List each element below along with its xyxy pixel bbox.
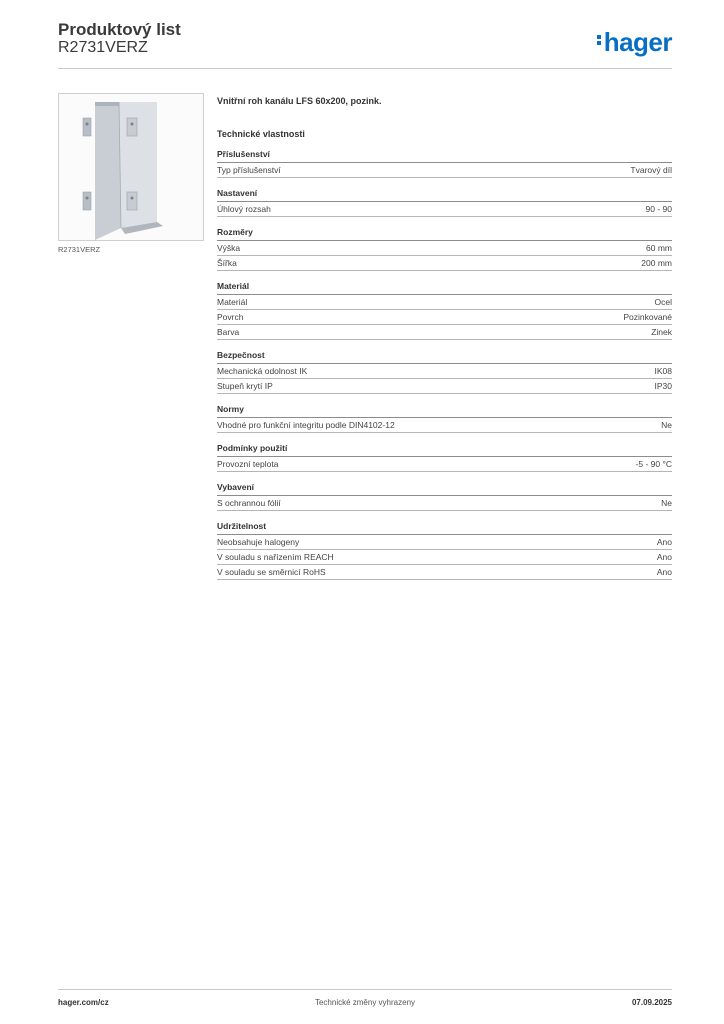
spec-row bbox=[217, 325, 672, 340]
spec-row bbox=[217, 202, 672, 217]
technical-properties-heading: Technické vlastnosti bbox=[217, 129, 305, 139]
spec-label: Materiál bbox=[217, 297, 248, 307]
spec-row bbox=[217, 163, 672, 178]
section-dimensions bbox=[217, 227, 672, 271]
spec-label: Šířka bbox=[217, 258, 237, 268]
section-title: Vybavení bbox=[217, 482, 672, 496]
spec-value: Ne bbox=[661, 498, 672, 508]
spec-value: Tvarový díl bbox=[630, 165, 672, 175]
spec-label: Povrch bbox=[217, 312, 244, 322]
spec-value: -5 - 90 °C bbox=[635, 459, 672, 469]
spec-label: Výška bbox=[217, 243, 241, 253]
spec-value: Ano bbox=[656, 537, 672, 547]
footer-website-link[interactable]: hager.com/cz bbox=[58, 998, 109, 1007]
spec-value: Zinek bbox=[651, 327, 672, 337]
spec-row bbox=[217, 565, 672, 580]
spec-label: Vhodné pro funkční integritu podle DIN4102-12 bbox=[217, 420, 395, 430]
product-code: R2731VERZ bbox=[58, 39, 148, 56]
spec-row bbox=[217, 550, 672, 565]
spec-label: Mechanická odolnost IK bbox=[217, 366, 308, 376]
section-title: Udržitelnost bbox=[217, 521, 672, 535]
product-details bbox=[217, 96, 672, 590]
section-safety bbox=[217, 350, 672, 394]
spec-value: 200 mm bbox=[641, 258, 672, 268]
spec-value: 60 mm bbox=[646, 243, 672, 253]
spec-row bbox=[217, 496, 672, 511]
spec-value: Ano bbox=[656, 567, 672, 577]
footer-date: 07.09.2025 bbox=[631, 998, 672, 1007]
section-title: Nastavení bbox=[217, 188, 672, 202]
section-title: Normy bbox=[217, 404, 672, 418]
spec-label: Stupeň krytí IP bbox=[217, 381, 273, 391]
section-title: Příslušenství bbox=[217, 149, 672, 163]
spec-row bbox=[217, 364, 672, 379]
section-sustainability bbox=[217, 521, 672, 580]
product-name: Vnitřní roh kanálu LFS 60x200, pozink. bbox=[217, 96, 382, 106]
spec-label: V souladu se směrnicí RoHS bbox=[217, 567, 326, 577]
spec-label: Barva bbox=[217, 327, 240, 337]
page-title: Produktový list bbox=[58, 20, 181, 39]
section-title: Materiál bbox=[217, 281, 672, 295]
section-title: Rozměry bbox=[217, 227, 672, 241]
spec-row bbox=[217, 310, 672, 325]
section-accessories bbox=[217, 149, 672, 178]
section-settings bbox=[217, 188, 672, 217]
section-standards bbox=[217, 404, 672, 433]
product-image bbox=[58, 93, 204, 241]
image-caption: R2731VERZ bbox=[58, 245, 101, 254]
spec-label: Provozní teplota bbox=[217, 459, 279, 469]
spec-row bbox=[217, 418, 672, 433]
spec-value: Pozinkované bbox=[623, 312, 672, 322]
spec-row bbox=[217, 256, 672, 271]
section-operating-conditions bbox=[217, 443, 672, 472]
spec-value: Ne bbox=[661, 420, 672, 430]
spec-value: Ocel bbox=[654, 297, 672, 307]
footer-disclaimer: Technické změny vyhrazeny bbox=[314, 998, 416, 1007]
spec-row bbox=[217, 535, 672, 550]
spec-row bbox=[217, 241, 672, 256]
spec-label: Úhlový rozsah bbox=[217, 204, 271, 214]
section-title: Podmínky použití bbox=[217, 443, 672, 457]
header-divider bbox=[58, 68, 672, 69]
spec-value: Ano bbox=[656, 552, 672, 562]
spec-label: V souladu s nařízením REACH bbox=[217, 552, 334, 562]
spec-label: Typ příslušenství bbox=[217, 165, 281, 175]
section-title: Bezpečnost bbox=[217, 350, 672, 364]
section-equipment bbox=[217, 482, 672, 511]
hager-logo bbox=[597, 27, 672, 58]
logo-dots-icon bbox=[597, 33, 602, 47]
section-material bbox=[217, 281, 672, 340]
spec-row bbox=[217, 295, 672, 310]
spec-value: IK08 bbox=[654, 366, 672, 376]
logo-text: hager bbox=[603, 27, 672, 57]
spec-row bbox=[217, 457, 672, 472]
spec-label: Neobsahuje halogeny bbox=[217, 537, 300, 547]
spec-row bbox=[217, 379, 672, 394]
spec-value: 90 - 90 bbox=[645, 204, 672, 214]
spec-value: IP30 bbox=[654, 381, 672, 391]
corner-duct-illustration bbox=[59, 94, 203, 240]
spec-label: S ochrannou fólií bbox=[217, 498, 281, 508]
footer-divider bbox=[58, 989, 672, 990]
